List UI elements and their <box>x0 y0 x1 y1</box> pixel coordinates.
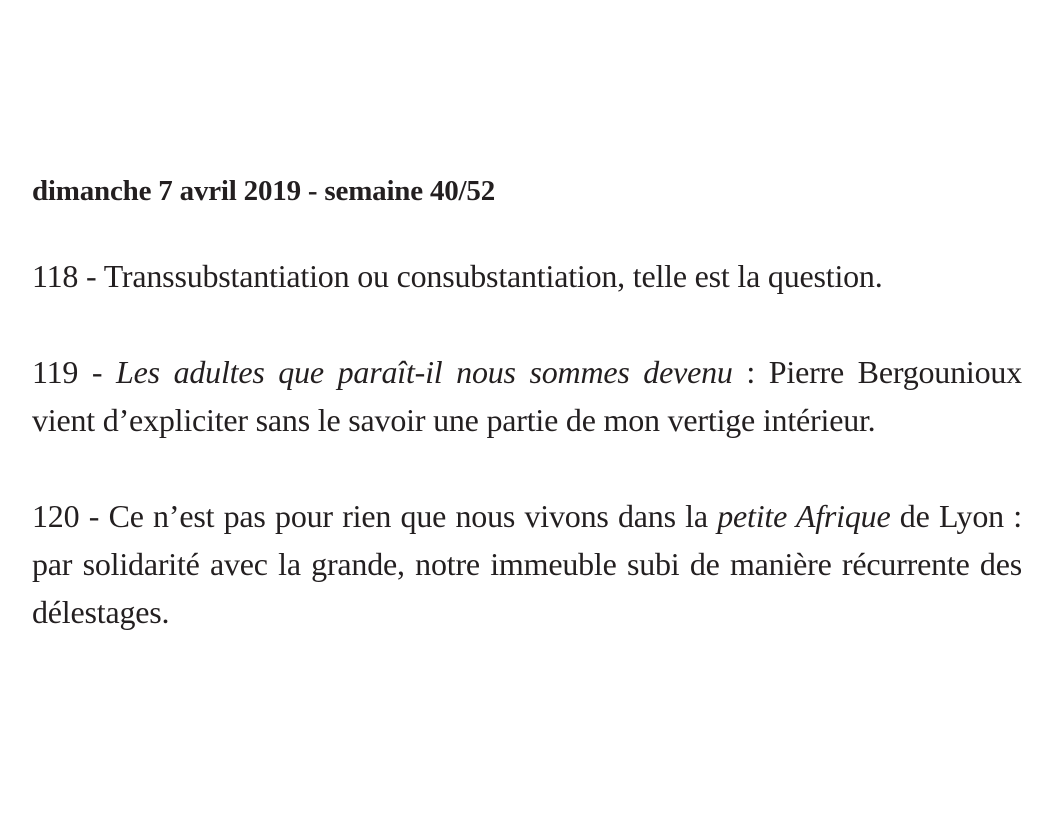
entry-number: 119 <box>32 354 79 390</box>
entry-120 <box>32 492 1022 636</box>
entry-text-before: Ce n’est pas pour rien que nous vivons dans la <box>108 498 718 534</box>
entry-number: 120 <box>32 498 80 534</box>
entry-separator: - <box>79 498 109 534</box>
document-page <box>32 166 1022 636</box>
date-heading: dimanche 7 avril 2019 - semaine 40/52 <box>32 175 496 207</box>
entry-separator: - <box>78 354 117 390</box>
entry-text: : Pierre Bergounioux vient d’expliciter sans le savoir une partie de mon vertige intérieur. <box>32 354 1022 438</box>
entry-number: 118 <box>32 258 79 294</box>
entry-text-after: de Lyon : par solidarité avec la grande, notre immeuble subi de manière récurrente des délestages. <box>32 498 1022 630</box>
entry-119 <box>32 348 1022 444</box>
entry-118 <box>32 252 1022 300</box>
entry-italic-title: Les adultes que paraît-il nous sommes devenu <box>116 354 733 390</box>
entry-text: Transsubstantiation ou consubstantiation, telle est la question. <box>103 258 883 294</box>
entry-separator: - <box>78 258 104 294</box>
entry-italic-phrase: petite Afrique <box>717 498 891 534</box>
